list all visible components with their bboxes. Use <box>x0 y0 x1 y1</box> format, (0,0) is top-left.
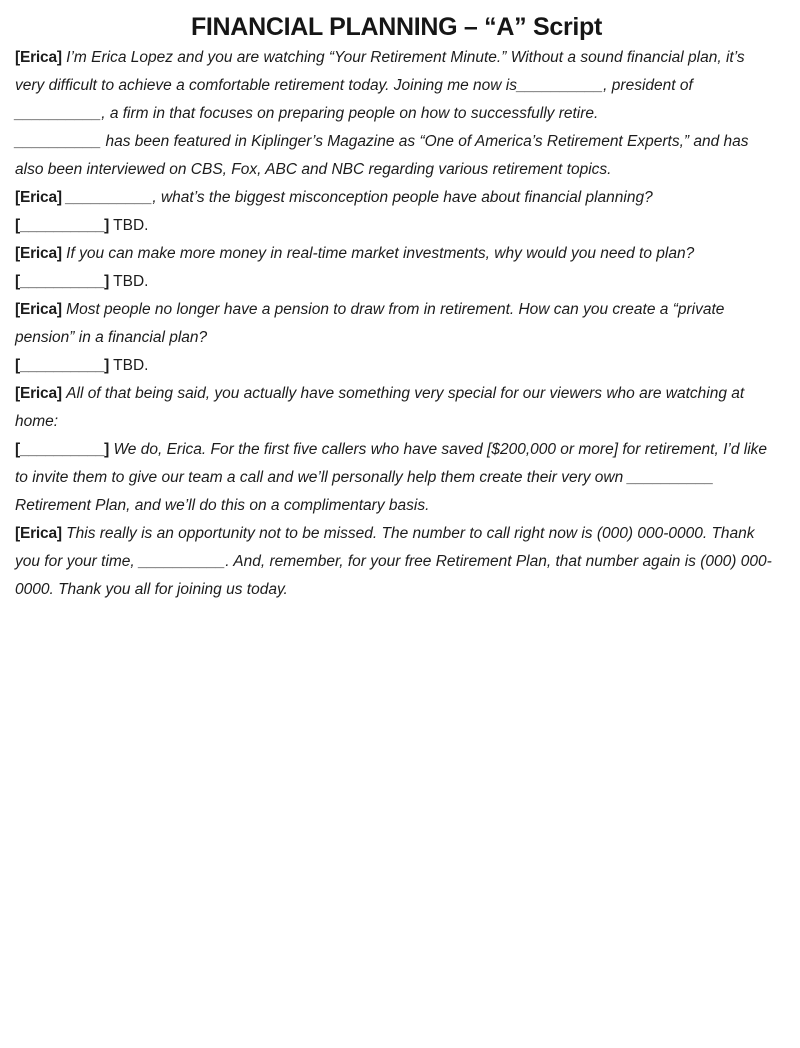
dialogue-text: All of that being said, you actually have something very special for our viewers who are watching at home: <box>15 385 745 430</box>
script-paragraph <box>15 380 778 436</box>
dialogue-text: __________, what’s the biggest misconception people have about financial planning? <box>66 189 653 206</box>
speaker-label: [Erica] <box>15 189 62 206</box>
script-paragraph <box>15 128 778 184</box>
speaker-label: [Erica] <box>15 245 62 262</box>
speaker-label: [Erica] <box>15 301 62 318</box>
speaker-label: [Erica] <box>15 525 62 542</box>
script-paragraph-guest <box>15 436 778 520</box>
dialogue-text: Most people no longer have a pension to draw from in retirement. How can you create a “private pension” in a financial plan? <box>15 301 725 346</box>
document-title: FINANCIAL PLANNING – “A” Script <box>190 13 603 41</box>
dialogue-text: We do, Erica. For the first five callers who have saved [$200,000 or more] for retirement, I’d like to invite them to give our team a call and we’ll personally help them create their very own __________ Retirement Plan, and we’ll do this on a complimentary basis. <box>15 441 768 514</box>
tbd-text: TBD. <box>113 357 149 374</box>
dialogue-text: I’m Erica Lopez and you are watching “Your Retirement Minute.” Without a sound financial plan, it’s very difficult to achieve a comfortable retirement today. Joining me now is__________, president of __________, a firm in that focuses on preparing people on how to successfully retire. <box>15 49 745 122</box>
dialogue-text: This really is an opportunity not to be missed. The number to call right now is (000) 000-0000. Thank you for your time, __________. And, remember, for your free Retirement Plan, that number again is (000) 000-0000. Thank you all for joining us today. <box>15 525 772 598</box>
tbd-text: TBD. <box>113 217 149 234</box>
blank-speaker-label: [__________] <box>15 273 110 290</box>
script-paragraph <box>15 44 778 128</box>
blank-speaker-label: [__________] <box>15 357 110 374</box>
script-paragraph <box>15 240 778 268</box>
tbd-text: TBD. <box>113 273 149 290</box>
dialogue-text: If you can make more money in real-time market investments, why would you need to plan? <box>66 245 695 262</box>
speaker-label: [Erica] <box>15 385 62 402</box>
script-paragraph <box>15 296 778 352</box>
script-paragraph-tbd <box>15 212 778 240</box>
blank-speaker-label: [__________] <box>15 441 110 458</box>
script-paragraph <box>15 184 778 212</box>
script-paragraph <box>15 520 778 604</box>
blank-speaker-label: [__________] <box>15 217 110 234</box>
speaker-label: [Erica] <box>15 49 62 66</box>
script-paragraph-tbd <box>15 268 778 296</box>
script-paragraph-tbd <box>15 352 778 380</box>
narration-text: __________ has been featured in Kiplinger’s Magazine as “One of America’s Retirement Experts,” and has also been interviewed on CBS, Fox, ABC and NBC regarding various retirement topics. <box>15 133 749 178</box>
